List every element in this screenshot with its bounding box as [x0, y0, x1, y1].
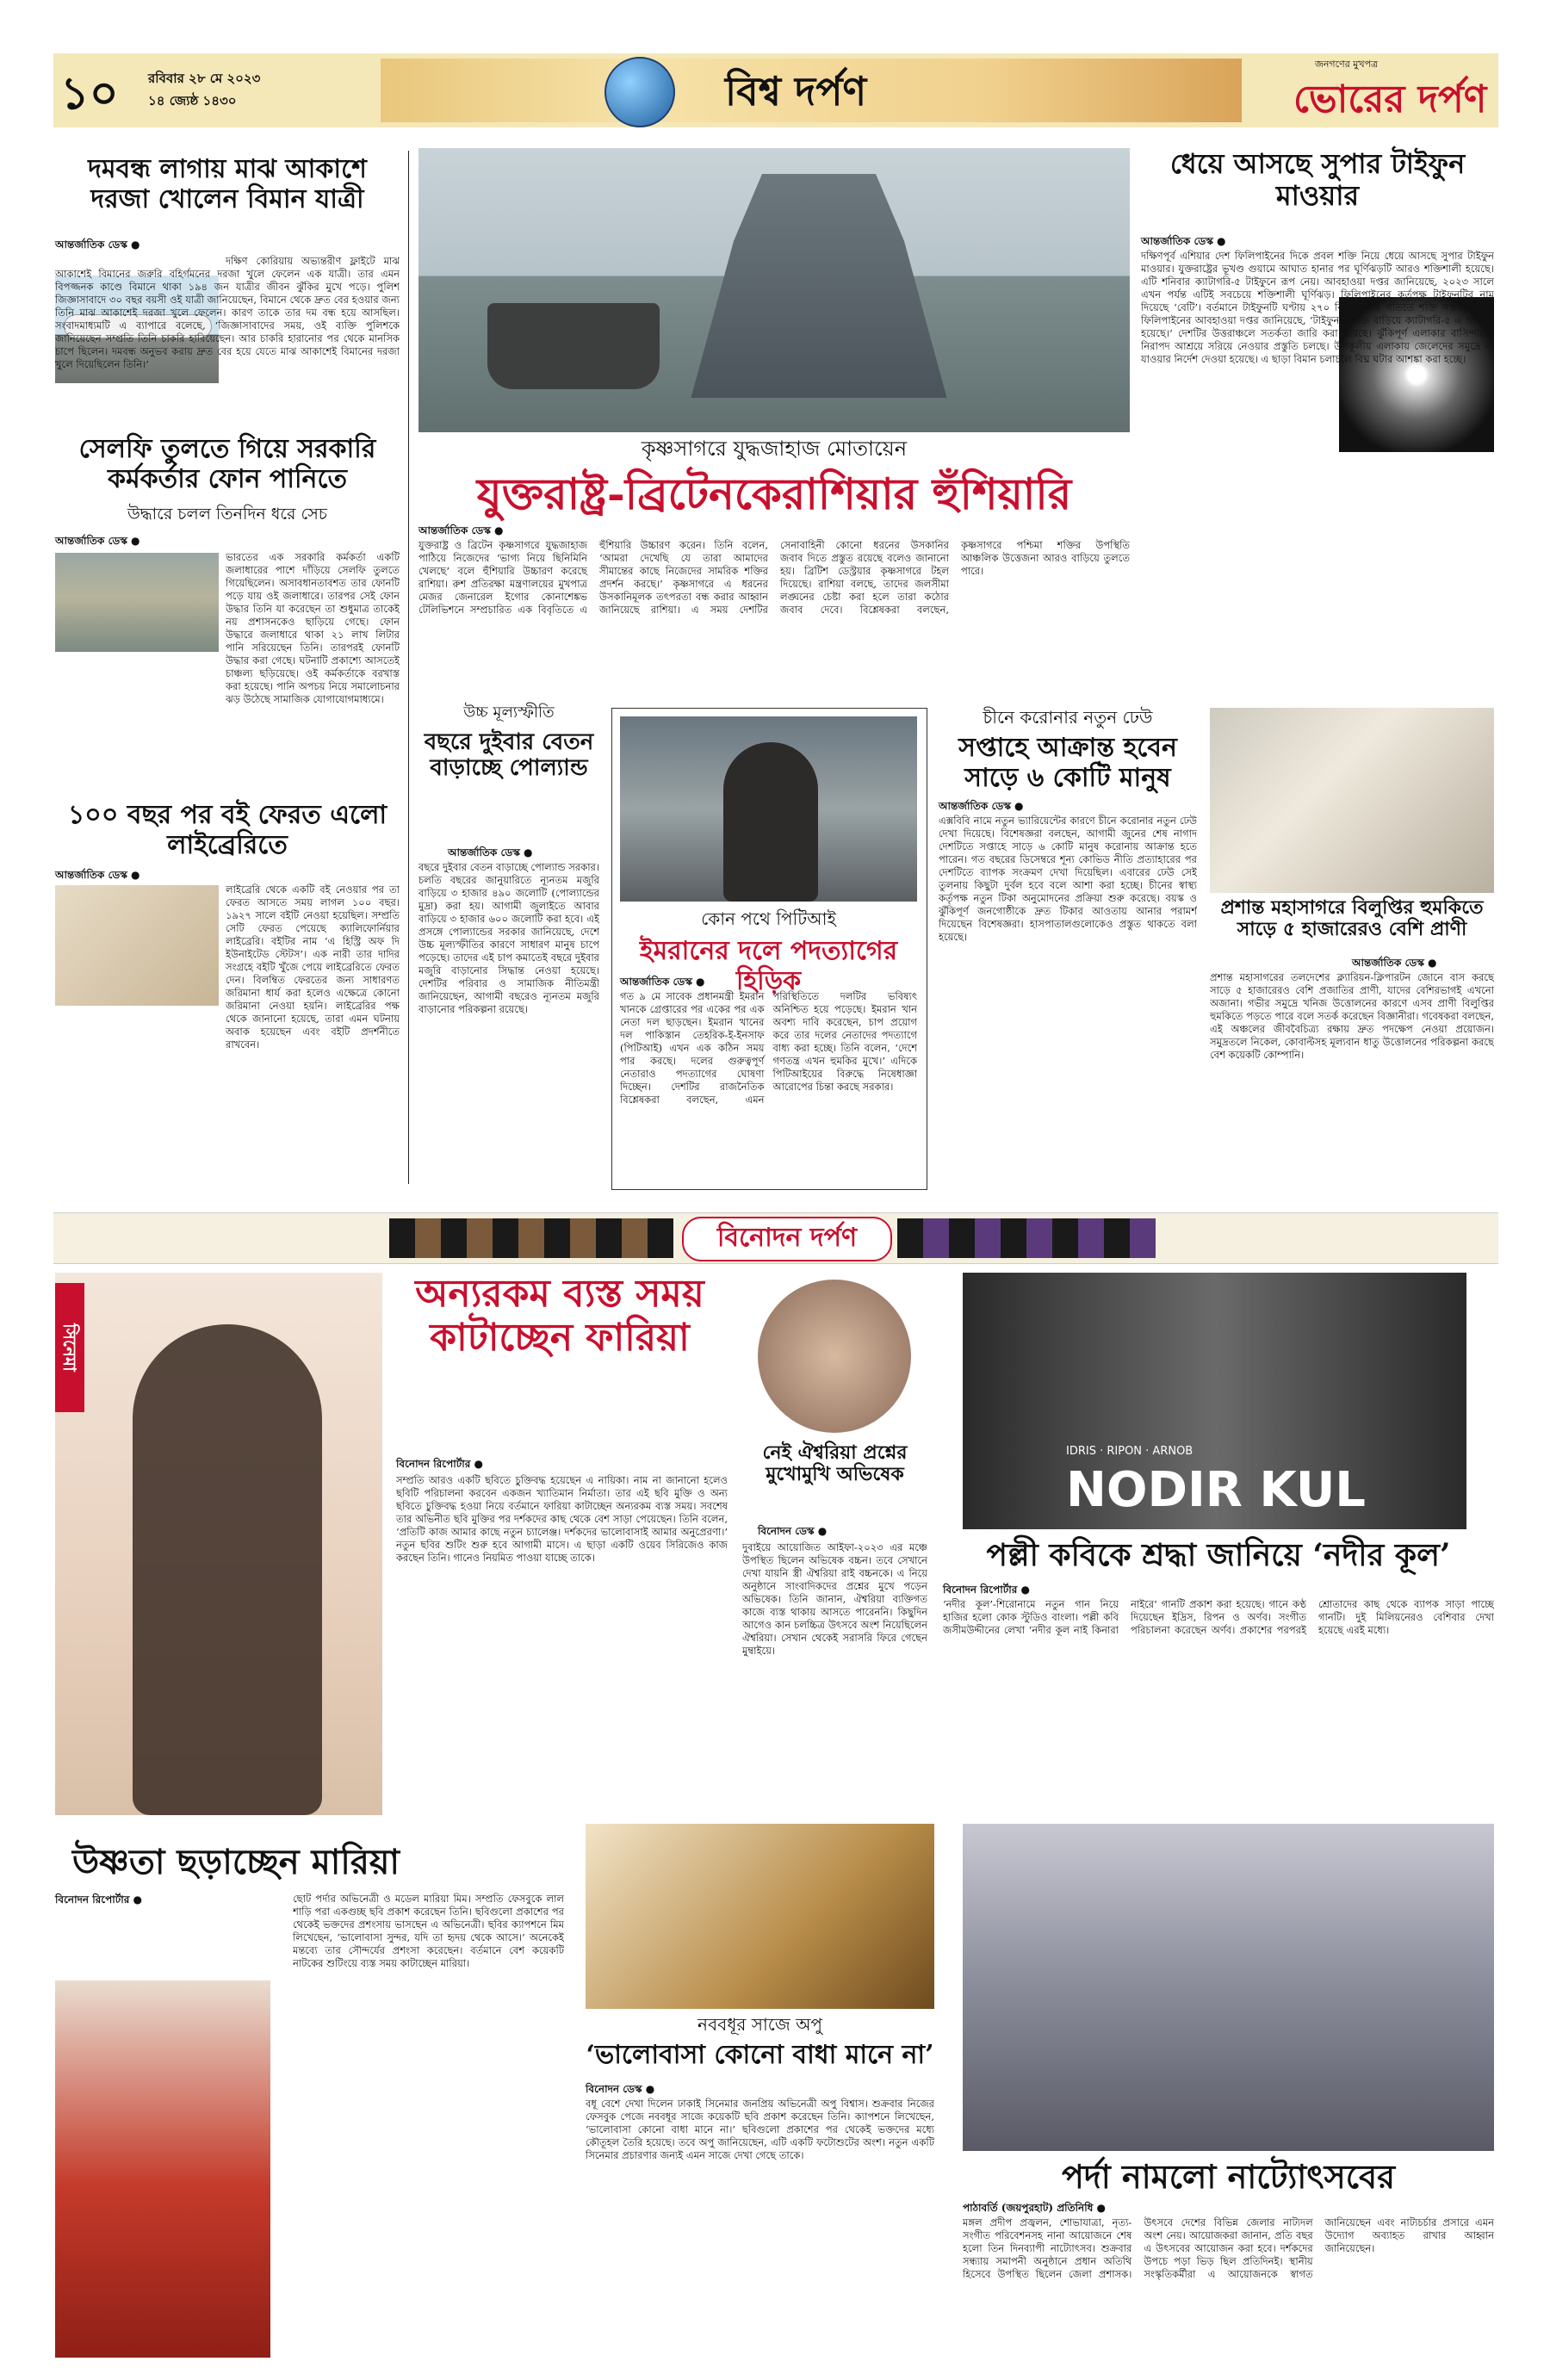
natya-body: মঙ্গল প্রদীপ প্রজ্বলন, শোভাযাত্রা, নৃত্য-সংগীত পরিবেশনসহ নানা আয়োজনে শেষ হলো তিন দিনব্যাপী নাট্যোৎসব। শুক্রবার সন্ধ্যায় সমাপনী অনুষ্ঠানে প্রধান অতিথি হিসেবে উপস্থিত ছিলেন জেলা প্রশাসক। উৎসবে দেশের বিভিন্ন জেলার নাট্যদল অংশ নেয়। আয়োজকরা জানান, প্রতি বছর এ উৎসবের আয়োজন করা হবে। দর্শকদের উপচে পড়া ভিড় ছিল প্রতিদিনই। স্থানীয় সংস্কৃতিকর্মীরা এ আয়োজনকে স্বাগত জানিয়েছেন এবং নাট্যচর্চার প্রসারে এমন উদ্যোগ অব্যাহত রাখার আহ্বান জানিয়েছেন। [963, 2216, 1494, 2280]
deep-sea-creatures-photo [1210, 708, 1494, 893]
typhoon-body: দক্ষিণপূর্ব এশিয়ার দেশ ফিলিপাইনের দিকে প্রবল শক্তি নিয়ে ধেয়ে আসছে সুপার টাইফুন মাওয়ার। যুক্তরাষ্ট্রের ভূখণ্ড গুয়ামে আঘাত হানার পর ঘূর্ণিঝড়টি আরও শক্তিশালী হয়েছে। এটি শনিবার ক্যাটাগরি-৫ টাইফুনে রূপ নেয়। আবহাওয়া দপ্তর জানিয়েছে, ২০২৩ সালে এখন পর্যন্ত এটিই সবচেয়ে শক্তিশালী ঘূর্ণিঝড়। ফিলিপাইনের কর্তৃপক্ষ টাইফুনটির নাম দিয়েছে ‘বেটি’। বর্তমানে টাইফুনটি ঘণ্টায় ২৭০ কিলোমিটার গতিতে শক্তি সঞ্চয় করছে। ফিলিপাইনের আবহাওয়া দপ্তর জানিয়েছে, ‘টাইফুনটি শক্তি বাড়িয়ে ক্যাটাগরি-৫ এ পরিণত হয়েছে।’ দেশটির উত্তরাঞ্চলে সতর্কতা জারি করা হয়েছে। ঝুঁকিপূর্ণ এলাকার বাসিন্দাদের নিরাপদ আশ্রয়ে সরিয়ে নেওয়ার প্রস্তুতি চলছে। উপকূলীয় এলাকায় জেলেদের সমুদ্রে না যাওয়ার নির্দেশ দেওয়া হয়েছে। এ ছাড়া বিমান চলাচলে বিঘ্ন ঘটার আশঙ্কা করা হচ্ছে। [1141, 250, 1494, 365]
warship-photo [418, 148, 1130, 432]
nodir-caption: NODIR KUL [1066, 1462, 1366, 1518]
faria-title: অন্যরকম ব্যস্ত সময় কাটাচ্ছেন ফারিয়া [415, 1272, 704, 1360]
china-body: এক্সবিবি নামে নতুন ভ্যারিয়েন্টের কারণে চীনে করোনার নতুন ঢেউ দেখা দিয়েছে। বিশেষজ্ঞরা বলছেন, আগামী জুনের শেষ নাগাদ দেশটিতে সপ্তাহে সাড়ে ৬ কোটি মানুষ করোনায় আক্রান্ত হতে পারেন। গত বছরের ডিসেম্বরে শূন্য কোভিড নীতি প্রত্যাহারের পর দেশটিতে ব্যাপক সংক্রমণ দেখা দিয়েছিল। এবারের ঢেউ সেই তুলনায় কিছুটা দুর্বল হবে বলে আশা করা হচ্ছে। চীনের স্বাস্থ্য কর্তৃপক্ষ নতুন টিকা অনুমোদনের প্রক্রিয়া শুরু করেছে। বয়স্ক ও ঝুঁকিপূর্ণ জনগোষ্ঠীকে দ্রুত টিকার আওতায় আনার পরামর্শ দিয়েছেন বিশেষজ্ঞরা। হাসপাতালগুলোকেও প্রস্তুত থাকতে বলা হয়েছে। [939, 815, 1197, 943]
imran-photo [620, 716, 917, 902]
faria-byline: বিনোদন রিপোর্টার ● [396, 1458, 483, 1470]
entertainment-title: বিনোদন দর্পণ [682, 1217, 892, 1261]
mariya-title: উষ্ণতা ছড়াচ্ছেন মারিয়া [72, 1842, 400, 1882]
faria-side-tag: সিনেমা [55, 1283, 84, 1412]
abhishek-byline: বিনোদন ডেস্ক ● [758, 1525, 828, 1537]
lead-body: যুক্তরাষ্ট্র ও ব্রিটেন কৃষ্ণসাগরে যুদ্ধজাহাজ পাঠিয়ে নিজেদের ‘ভাগ্য নিয়ে ছিনিমিনি খেলছে’ বলে হুঁশিয়ারি উচ্চারণ করেছে রাশিয়া। রুশ প্রতিরক্ষা মন্ত্রণালয়ের মুখপাত্র মেজর জেনারেল ইগোর কোনাশেঙ্কভ টেলিভিশনে সম্প্রচারিত এক বিবৃতিতে এ হুঁশিয়ারি উচ্চারণ করেন। তিনি বলেন, ‘আমরা দেখেছি যে তারা আমাদের সীমান্তের কাছে নিজেদের সামরিক শক্তির প্রদর্শন করছে।’ কৃষ্ণসাগরে এ ধরনের উসকানিমূলক তৎপরতা বন্ধ করার আহ্বান জানিয়েছে রাশিয়া। এ সময় দেশটির সেনাবাহিনী কোনো ধরনের উসকানির জবাব দিতে প্রস্তুত রয়েছে বলেও জানানো হয়। ব্রিটিশ ডেস্ট্রয়ার কৃষ্ণসাগরে টহল দিয়েছে। রাশিয়া বলছে, তাদের জলসীমা লঙ্ঘনের চেষ্টা করা হলে তারা কঠোর জবাব দেবে। বিশ্লেষকরা বলছেন, কৃষ্ণসাগরে পশ্চিমা শক্তির উপস্থিতি আঞ্চলিক উত্তেজনা আরও বাড়িয়ে তুলতে পারে। [418, 539, 1130, 616]
a2-subtitle: উদ্ধারে চলল তিনদিন ধরে সেচ [127, 505, 328, 524]
book-photo [55, 885, 219, 1006]
china-byline: আন্তর্জাতিক ডেস্ক ● [939, 800, 1024, 812]
abhishek-photo [758, 1280, 911, 1433]
faria-photo [55, 1273, 382, 1815]
tugboat-shape [487, 303, 660, 389]
poland-title: বছরে দুইবার বেতন বাড়াচ্ছে পোল্যান্ড [424, 729, 594, 781]
typhoon-title: ধেয়ে আসছে সুপার টাইফুন মাওয়ার [1169, 147, 1466, 212]
film-strip-right [897, 1218, 1156, 1258]
brand-tagline: জনগণের মুখপত্র [1315, 59, 1379, 70]
a2-body: ভারতের এক সরকারি কর্মকর্তা একটি জলাধারের পাশে দাঁড়িয়ে সেলফি তুলতে গিয়েছিলেন। অসাবধানতাবশত তার ফোনটি পড়ে যায় ওই জলাধারে। তারপর সেই ফোন উদ্ধার তিনি যা করেছেন তা শুধুমাত্র তাকেই নয় প্রশাসনকেও ছাড়িয়ে গেছে। ফোন উদ্ধারে জলাধারে থাকা ২১ লাখ লিটার পানি সরিয়েছেন তিনি। তারপরই ফোনটি উদ্ধার করা গেছে। ঘটনাটি প্রকাশ্যে আসতেই চাঞ্চল্য ছড়িয়েছে। ওই কর্মকর্তাকে বরখাস্ত করা হয়েছে। পানি অপচয় নিয়ে সমালোচনার ঝড় উঠেছে সামাজিক যোগাযোগমাধ্যমে। [226, 551, 400, 705]
column-rule [408, 151, 409, 1184]
imran-kicker: কোন পথে পিটিআই [701, 908, 836, 929]
brand-logo: ভোরের দর্পণ [1293, 77, 1487, 121]
nodir-names: IDRIS · RIPON · ARNOB [1066, 1445, 1194, 1458]
a3-title: ১০০ বছর পর বই ফেরত এলো লাইব্রেরিতে [67, 800, 388, 860]
abhishek-title: নেই ঐশ্বরিয়া প্রশ্নের মুখোমুখি অভিষেক [762, 1441, 908, 1486]
a1-body: দক্ষিণ কোরিয়ায় অভ্যন্তরীণ ফ্লাইটে মাঝ আকাশেই বিমানের জরুরি বহির্গমনের দরজা খুলে ফেলেন এক যাত্রী। তার এমন বিপজ্জনক কাণ্ডে বিমানে থাকা ১৯৪ জন যাত্রীর জীবন ঝুঁকির মুখে পড়ে। পুলিশ জিজ্ঞাসাবাদে ৩০ বছর বয়সী ওই যাত্রী জানিয়েছেন, বিমানে থেকে দ্রুত বের হওয়ার জন্য তিনি মাঝ আকাশেই দরজা খুলে ফেলেন। কারণ তাকে তার দম বন্ধ হয়ে আসছিল। সংবাদমাধ্যমটি এ ব্যাপারে বলেছে, ‘জিজ্ঞাসাবাদের সময়, ওই ব্যক্তি পুলিশকে জানিয়েছেন সম্প্রতি তিনি চাকরি হারিয়েছেন। আর চাকরি হারানোর পর থেকে মানসিক চাপে ছিলেন। দমবন্ধ অনুভব করায় দ্রুত বের হয়ে যেতে মাঝ আকাশেই বিমানের দরজা খুলে দিয়েছিলেন তিনি।’ [55, 255, 400, 370]
pacific-byline: আন্তর্জাতিক ডেস্ক ● [1352, 957, 1437, 969]
apu-byline: বিনোদন ডেস্ক ● [586, 2083, 655, 2095]
page-number: ১০ [60, 67, 119, 120]
date-line-2: ১৪ জ্যেষ্ঠ ১৪৩০ [148, 93, 237, 108]
apu-body: বধূ বেশে দেখা দিলেন ঢাকাই সিনেমার জনপ্রিয় অভিনেত্রী অপু বিশ্বাস। শুক্রবার নিজের ফেসবুক পেজে নববধূর সাজে কয়েকটি ছবি প্রকাশ করেছেন তিনি। ক্যাপশনে লিখেছেন, ‘ভালোবাসা কোনো বাধা মানে না।’ ছবিগুলো প্রকাশের পর থেকেই ভক্তদের মধ্যে কৌতূহল তৈরি হয়েছে। তবে অপু জানিয়েছেন, এটি একটি ফটোশুটের অংশ। নতুন একটি সিনেমার প্রচারণার জন্যই এমন সাজে দেখা গেছে তাকে। [586, 2098, 934, 2161]
lead-kicker: কৃষ্ণসাগরে যুদ্ধজাহাজ মোতায়েন [641, 437, 908, 461]
a1-title: দমবন্ধ লাগায় মাঝ আকাশে দরজা খোলেন বিমান যাত্রী [88, 154, 367, 214]
a1-byline: আন্তর্জাতিক ডেস্ক ● [55, 239, 140, 251]
a2-byline: আন্তর্জাতিক ডেস্ক ● [55, 535, 140, 547]
section-title: বিশ্ব দর্পণ [725, 68, 867, 115]
china-kicker: চীনে করোনার নতুন ঢেউ [983, 707, 1153, 728]
apu-kicker: নববধূর সাজে অপু [698, 2014, 822, 2035]
date-line-1: রবিবার ২৮ মে ২০২৩ [148, 71, 261, 86]
apu-photo [586, 1824, 934, 2009]
imran-body: গত ৯ মে সাবেক প্রধানমন্ত্রী ইমরান খানকে গ্রেপ্তারের পর একের পর এক নেতা দল ছাড়ছেন। ইমরান খানের দল পাকিস্তান তেহরিক-ই-ইনসাফ (পিটিআই) এখন এক কঠিন সময় পার করছে। দলের গুরুত্বপূর্ণ নেতারাও পদত্যাগের ঘোষণা দিচ্ছেন। দেশটির রাজনৈতিক বিশ্লেষকরা বলছেন, এমন পরিস্থিতিতে দলটির ভবিষ্যৎ অনিশ্চিত হয়ে পড়েছে। ইমরান খান অবশ্য দাবি করেছেন, চাপ প্রয়োগ করে তার দলের নেতাদের পদত্যাগে বাধ্য করা হচ্ছে। তিনি বলেন, ‘দেশে গণতন্ত্র এখন হুমকির মুখে।’ এদিকে পিটিআইয়ের বিরুদ্ধে নিষেধাজ্ঞা আরোপের চিন্তা করছে সরকার। [620, 990, 917, 1106]
warship-hull [677, 174, 961, 398]
reservoir-photo [55, 553, 219, 652]
pacific-body: প্রশান্ত মহাসাগরের তলদেশের ক্ল্যারিয়ন-ক্লিপারটন জোনে বাস করছে সাড়ে ৫ হাজারেরও বেশি প্রজাতির প্রাণী, যাদের বেশিরভাগই এখনো অজানা। গভীর সমুদ্রে খনিজ উত্তোলনের কারণে এসব প্রাণী বিলুপ্তির হুমকিতে পড়তে পারে বলে সতর্ক করেছেন বিজ্ঞানীরা। গবেষকরা বলছেন, এই অঞ্চলের জীববৈচিত্র্য রক্ষায় দ্রুত পদক্ষেপ নেওয়া প্রয়োজন। সমুদ্রতলে নিকেল, কোবাল্টসহ মূল্যবান ধাতু উত্তোলনের পরিকল্পনা করছে বেশ কয়েকটি কোম্পানি। [1210, 971, 1494, 1061]
poland-kicker: উচ্চ মূল্যস্ফীতি [463, 703, 555, 722]
natya-photo [963, 1824, 1494, 2151]
lead-byline: আন্তর্জাতিক ডেস্ক ● [418, 524, 504, 536]
imran-title: ইমরানের দলে পদত্যাগের হিড়িক [639, 936, 898, 996]
imran-byline: আন্তর্জাতিক ডেস্ক ● [620, 976, 705, 988]
a2-title: সেলফি তুলতে গিয়ে সরকারি কর্মকর্তার ফোন পানিতে [78, 434, 376, 494]
person-silhouette [723, 742, 818, 902]
apu-title: ‘ভালোবাসা কোনো বাধা মানে না’ [586, 2040, 934, 2070]
a3-byline: আন্তর্জাতিক ডেস্ক ● [55, 869, 140, 881]
nodir-kul-photo [963, 1273, 1466, 1529]
woman-silhouette [133, 1324, 322, 1815]
nodir-byline: বিনোদন রিপোর্টার ● [943, 1584, 1030, 1596]
mariya-photo [55, 1980, 270, 2358]
masthead [53, 53, 1498, 127]
poland-body: বছরে দুইবার বেতন বাড়াচ্ছে পোল্যান্ড সরকার। চলতি বছরের জানুয়ারিতে ন্যূনতম মজুরি বাড়িয়ে ৩ হাজার ৪৯০ জলোটি (পোল্যান্ডের মুদ্রা) করা হয়। আগামী জুলাইতে আবার বাড়িয়ে ৩ হাজার ৬০০ জলোটি করা হবে। এই প্রসঙ্গে পোল্যান্ডের সরকার জানিয়েছে, দেশে উচ্চ মূল্যস্ফীতির কারণে সাধারণ মানুষ চাপে পড়েছে। তাদের এই চাপ কমাতেই বছরে দুইবার মজুরি বাড়ানোর সিদ্ধান্ত নেওয়া হয়েছে। দেশটির পরিবার ও সামাজিক নীতিমন্ত্রী জানিয়েছেন, আগামী বছরেও ন্যূনতম মজুরি বাড়ানোর পরিকল্পনা রয়েছে। [418, 861, 599, 1015]
a3-body: লাইব্রেরি থেকে একটি বই নেওয়ার পর তা ফেরত আসতে সময় লাগল ১০০ বছর। ১৯২৭ সালে বইটি নেওয়া হয়েছিল। সম্প্রতি সেটি ফেরত পেয়েছে ক্যালিফোর্নিয়ার লাইব্রেরি। বইটির নাম ‘এ হিস্ট্রি অফ দি ইউনাইটেড স্টেটস’। এক নারী তার দাদির সংগ্রহে বইটি খুঁজে পেয়ে লাইব্রেরিতে ফেরত দেন। বিলম্বিত ফেরতের জন্য সাধারণত জরিমানা ধার্য করা হলেও এক্ষেত্রে কোনো জরিমানা নেওয়া হয়নি। লাইব্রেরির পক্ষ থেকে জানানো হয়েছে, তারা এমন ঘটনায় অবাক হয়েছেন এবং বইটি প্রদর্শনীতে রাখবেন। [226, 883, 400, 1051]
lead-title: যুক্তরাষ্ট্র-ব্রিটেনকেরাশিয়ার হুঁশিয়ারি [476, 468, 1072, 519]
faria-body: সম্প্রতি আরও একটি ছবিতে চুক্তিবদ্ধ হয়েছেন এ নায়িকা। নাম না জানানো হলেও ছবিটি পরিচালনা করবেন একজন খ্যাতিমান নির্মাতা। তার এই ছবি মুক্তি ও অন্য ছবিতে চুক্তিবদ্ধ হওয়া নিয়ে বর্তমানে ফারিয়া কাটাচ্ছেন অন্যরকম ব্যস্ত সময়। সবশেষ তার অভিনীত ছবি মুক্তির পর দর্শকদের কাছ থেকে বেশ সাড়া পেয়েছেন। তিনি বলেন, ‘প্রতিটি কাজ আমার কাছে নতুন চ্যালেঞ্জ। দর্শকদের ভালোবাসাই আমার অনুপ্রেরণা।’ নতুন ছবির শুটিং শুরু হবে আগামী মাসে। এ ছাড়া একটি ওয়েব সিরিজেও কাজ করছেন তিনি। গানেও নিয়মিত পাওয়া যাচ্ছে তাকে। [396, 1474, 728, 1564]
mariya-body: ছোট পর্দার অভিনেত্রী ও মডেল মারিয়া মিম। সম্প্রতি ফেসবুকে লাল শাড়ি পরা একগুচ্ছ ছবি প্রকাশ করেছেন তিনি। ছবিগুলো প্রকাশের পর থেকেই ভক্তদের প্রশংসায় ভাসছেন এ অভিনেত্রী। ছবির ক্যাপশনে মিম লিখেছেন, ‘ভালোবাসা সুন্দর, যদি তা হৃদয় থেকে আসে।’ অনেকেই মন্তব্যে তার সৌন্দর্যের প্রশংসা করেছেন। বর্তমানে বেশ কয়েকটি নাটকের শুটিংয়ে ব্যস্ত সময় কাটাচ্ছেন মারিয়া। [293, 1893, 564, 1969]
mariya-byline: বিনোদন রিপোর্টার ● [55, 1893, 142, 1906]
poland-byline: আন্তর্জাতিক ডেস্ক ● [448, 846, 533, 858]
entertainment-band [53, 1212, 1498, 1264]
globe-icon [604, 57, 675, 127]
film-strip-left [389, 1218, 673, 1258]
china-title: সপ্তাহে আক্রান্ত হবেন সাড়ে ৬ কোটি মানুষ [958, 733, 1177, 793]
nodir-title: পল্লী কবিকে শ্রদ্ধা জানিয়ে ‘নদীর কূল’ [986, 1537, 1451, 1573]
abhishek-body: দুবাইয়ে আয়োজিত আইফা-২০২৩ এর মঞ্চে উপস্থিত ছিলেন অভিষেক বচ্চন। তবে সেখানে দেখা যায়নি স্ত্রী ঐশ্বরিয়া রাই বচ্চনকে। এ নিয়ে অনুষ্ঠানে সাংবাদিকদের প্রশ্নের মুখে পড়েন অভিষেক। তিনি জানান, ঐশ্বরিয়া ব্যক্তিগত কাজে ব্যস্ত থাকায় আসতে পারেননি। কিছুদিন আগেও কান চলচ্চিত্র উৎসবে অংশ নিয়েছিলেন ঐশ্বরিয়া। সেখান থেকেই সরাসরি ফিরে গেছেন মুম্বাইয়ে। [742, 1541, 927, 1657]
pacific-title: প্রশান্ত মহাসাগরে বিলুপ্তির হুমকিতে সাড়ে ৫ হাজারেরও বেশি প্রাণী [1220, 896, 1484, 941]
nodir-body: ‘নদীর কূল’-শিরোনামে নতুন গান নিয়ে হাজির হলো কোক স্টুডিও বাংলা। পল্লী কবি জসীমউদ্দীনের লেখা ‘নদীর কূল নাই কিনারা নাইরে’ গানটি প্রকাশ করা হয়েছে। গানে কণ্ঠ দিয়েছেন ইদ্রিস, রিপন ও অর্ণব। সংগীত পরিচালনা করেছেন অর্ণব। প্রকাশের পরপরই শ্রোতাদের কাছ থেকে ব্যাপক সাড়া পাচ্ছে গানটি। দুই মিলিয়নেরও বেশিবার দেখা হয়েছে এরই মধ্যে। [943, 1598, 1494, 1636]
natya-byline: পাঠাবর্তি (জয়পুরহাট) প্রতিনিধি ● [963, 2202, 1107, 2214]
typhoon-byline: আন্তর্জাতিক ডেস্ক ● [1141, 235, 1226, 247]
natya-title: পর্দা নামলো নাট্যোৎসবের [1061, 2157, 1396, 2196]
